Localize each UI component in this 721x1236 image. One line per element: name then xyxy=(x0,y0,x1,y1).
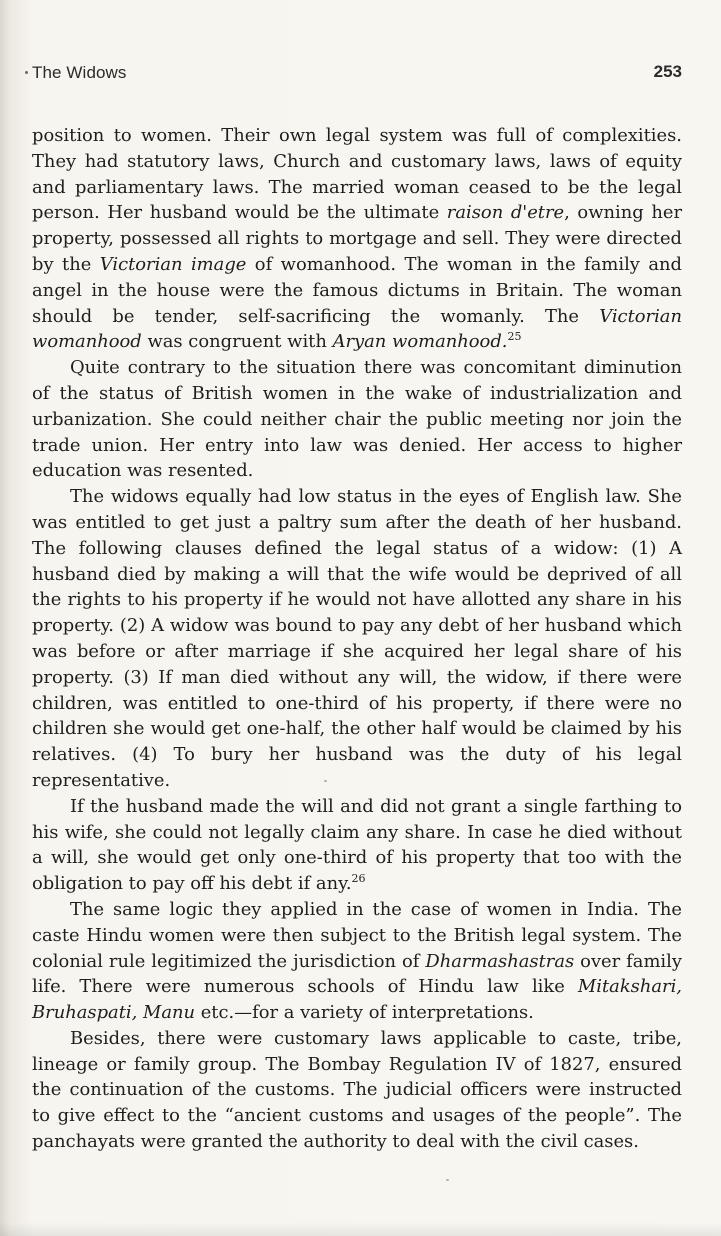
text-run: was congruent with xyxy=(141,331,333,353)
paragraph-3 xyxy=(32,484,682,794)
paragraph-5 xyxy=(32,897,682,1026)
text-run: Quite contrary to the situation there was concomitant diminution of the status of British women in the wake of industrialization and urbanization. She could neither chair the public meeting nor join the trade union. Her entry into law was denied. Her access to higher education was resented. xyxy=(32,357,682,482)
footnote-marker: 26 xyxy=(351,872,366,886)
running-header xyxy=(32,63,682,89)
text-run: , owning her property, possessed all rights to mortgage and sell. They were directed by the xyxy=(32,202,683,275)
paragraph-4 xyxy=(32,794,682,897)
page-number: 253 xyxy=(653,62,682,81)
text-run: If the husband made the will and did not grant a single farthing to his wife, she could not legally claim any share. In case he died without a will, she would get only one-third of his property that too with the obligation to pay off his debt if any. xyxy=(32,795,682,895)
paragraph-1 xyxy=(32,123,682,355)
text-run: of womanhood. The woman in the family and angel in the house were the famous dictums in Britain. The woman should be tender, self-sacrificing the womanly. The xyxy=(32,253,682,327)
text-run: etc.—for a variety of interpretations. xyxy=(195,1002,534,1024)
text-run: The same logic they applied in the case of women in India. The caste Hindu women were then subject to the British legal system. The colonial rule legitimized the jurisdiction of xyxy=(32,898,682,972)
paragraph-2 xyxy=(32,355,682,484)
paragraph-6 xyxy=(32,1026,682,1155)
text-run: position to women. Their own legal system was full of complexities. They had statutory laws, Church and customary laws, laws of equity and parliamentary laws. The married woman ceased to be the legal person. Her husband would be the ultimate xyxy=(32,125,682,224)
scan-mark xyxy=(25,71,28,74)
italic-term-aryan-womanhood: Aryan womanhood. xyxy=(332,331,508,353)
scan-speck xyxy=(324,780,327,782)
chapter-title: The Widows xyxy=(32,63,127,82)
italic-term-dharmashastras: Dharmashastras xyxy=(425,950,575,972)
scan-speck xyxy=(446,1179,449,1181)
italic-term-hindu-law-schools: Mitakshari, Bruhaspati, Manu xyxy=(32,976,682,1024)
italic-term-raison-detre: raison d'etre xyxy=(446,202,565,224)
text-run: The widows equally had low status in the eyes of English law. She was entitled to get just a paltry sum after the death of her husband. The following clauses defined the legal status of a widow: (1) A husband died by making a will that the wife would be deprived of all the rights to his property if he would not have allotted any share in his property. (2) A widow was bound to pay any debt of her husband which was before or after marriage if she acquired her legal share of his property. (3) If man died without any will, the widow, if there were children, was entitled to one-third of his property, if there were no children she would get one-half, the other half would be claimed by his relatives. (4) To bury her husband was the duty of his legal representative. xyxy=(32,486,682,791)
footnote-marker: 25 xyxy=(507,330,522,344)
italic-term-victorian-womanhood: Victorian womanhood xyxy=(32,305,682,353)
text-run: over family life. There were numerous schools of Hindu law like xyxy=(32,950,682,998)
body-text xyxy=(32,123,682,1155)
italic-term-victorian-image: Victorian image xyxy=(99,253,247,275)
text-run: Besides, there were customary laws applicable to caste, tribe, lineage or family group. The Bombay Regulation IV of 1827, ensured the continuation of the customs. The judicial officers were instructed to give effect to the “ancient customs and usages of the people”. The panchayats were granted the authority to deal with the civil cases. xyxy=(32,1027,682,1153)
